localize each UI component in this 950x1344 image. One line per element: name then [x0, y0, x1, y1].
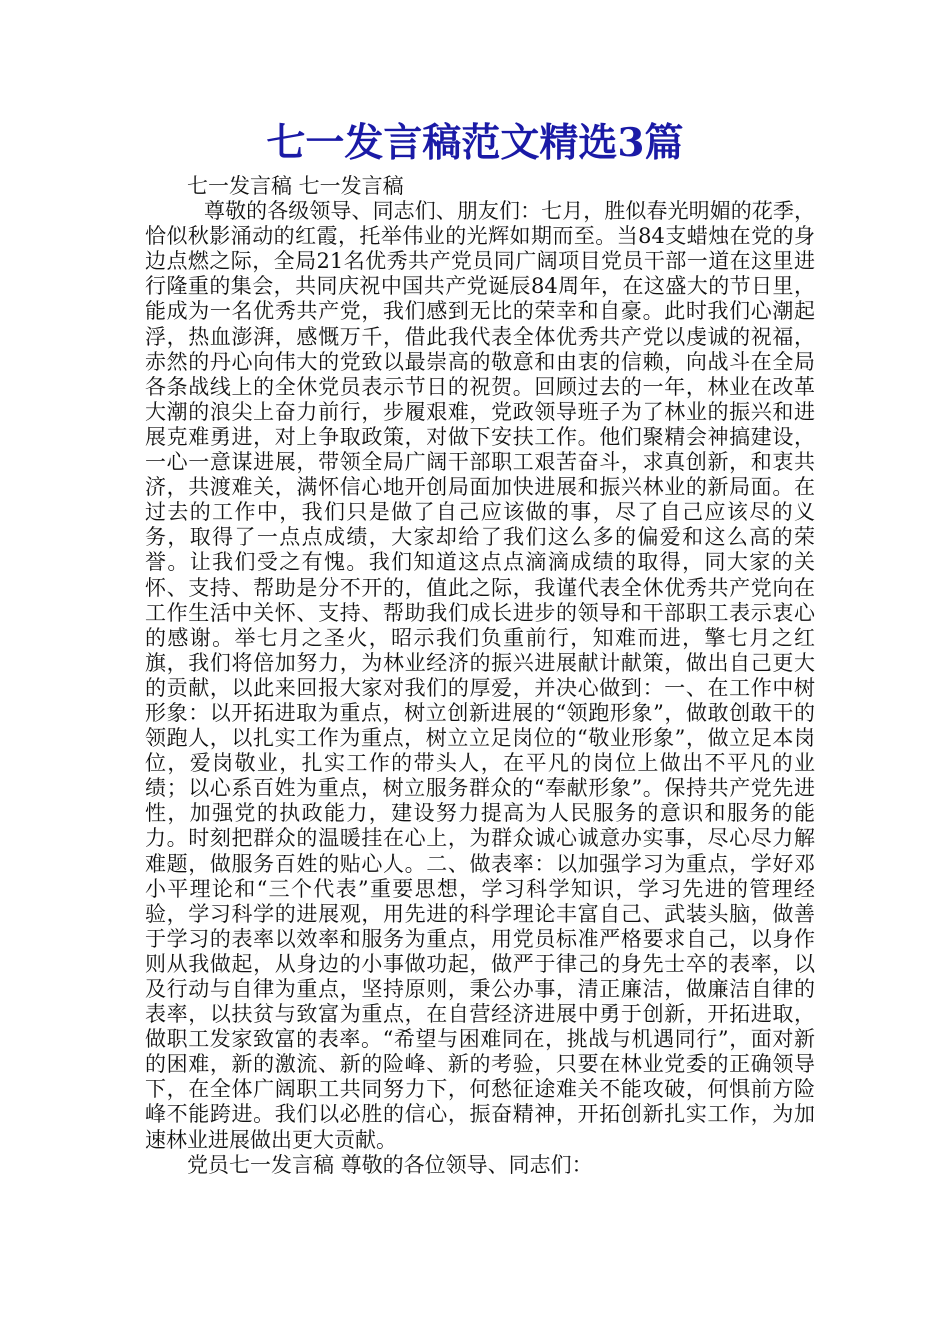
main-paragraph: 尊敬的各级领导、同志们、朋友们：七月，胜似春光明媚的花季，恰似秋影涌动的红霞，托举伟业的光辉如期而至。当84支蜡烛在党的身边点燃之际，全局21名优秀共产党员同广阔项目党员干部一道在这里进行隆重的集会，共同庆祝中国共产党诞辰84周年，在这盛大的节日里，能成为一名优秀共产党，我们感到无比的荣幸和自豪。此时我们心潮起浮，热血澎湃，感慨万千，借此我代表全体优秀共产党以虔诚的祝福，赤然的丹心向伟大的党致以最崇高的敬意和由衷的信赖，向战斗在全局各条战线上的全休党员表示节日的祝贺。回顾过去的一年，林业在改革大潮的浪尖上奋力前行，步履艰难，党政领导班子为了林业的振兴和进展克难勇进，对上争取政策，对做下安扶工作。他们聚精会神搞建设，一心一意谋进展，带领全局广阔干部职工艰苦奋斗，求真创新，和衷共济，共渡难关，满怀信心地开创局面加快进展和振兴林业的新局面。在过去的工作中，我们只是做了自己应该做的事，尽了自己应该尽的义务，取得了一点点成绩，大家却给了我们这么多的偏爱和这么高的荣誉。让我们受之有愧。我们知道这点点滴滴成绩的取得，同大家的关怀、支持、帮助是分不开的，值此之际，我谨代表全休优秀共产党向在工作生活中关怀、支持、帮助我们成长进步的领导和干部职工表示衷心的感谢。举七月之圣火，昭示我们负重前行，知难而进，擎七月之红旗，我们将倍加努力，为林业经济的振兴进展献计献策，做出自己更大的贡献，以此来回报大家对我们的厚爱，并决心做到：一、在工作中树形象：以开拓进取为重点，树立创新进展的“领跑形象”，做敢创敢干的领跑人，以扎实工作为重点，树立立足岗位的“敬业形象”，做立足本岗位，爱岗敬业，扎实工作的带头人，在平凡的岗位上做出不平凡的业绩；以心系百姓为重点，树立服务群众的“奉献形象”。保持共产党先进性，加强党的执政能力，建设努力提高为人民服务的意识和服务的能力。时刻把群众的温暖挂在心上，为群众诚心诚意办实事，尽心尽力解难题，做服务百姓的贴心人。二、做表率：以加强学习为重点，学好邓小平理论和“三个代表”重要思想，学习科学知识，学习先进的管理经验，学习科学的进展观，用先进的科学理论丰富自己、武装头脑，做善于学习的表率以效率和服务为重点，用党员标准严格要求自己，以身作则从我做起，从身边的小事做功起，做严于律己的身先士卒的表率，以及行动与自律为重点，坚持原则，秉公办事，清正廉洁，做廉洁自律的表率，以扶贫与致富为重点，在自营经济进展中勇于创新，开拓进取，做职工发家致富的表率。“希望与困难同在，挑战与机遇同行”，面对新的困难，新的激流、新的险峰、新的考验，只要在林业党委的正确领导下，在全体广阔职工共同努力下，何愁征途难关不能攻破，何惧前方险峰不能跨进。我们以必胜的信心，振奋精神，开拓创新扎实工作，为加速林业进展做出更大贡献。 [145, 199, 815, 1152]
next-speech-heading: 党员七一发言稿 尊敬的各位领导、同志们： [187, 1152, 593, 1177]
document-title: 七一发言稿范文精选3篇 [266, 120, 684, 166]
subtitle-line: 七一发言稿 七一发言稿 [187, 174, 404, 198]
document-body [145, 174, 815, 1178]
